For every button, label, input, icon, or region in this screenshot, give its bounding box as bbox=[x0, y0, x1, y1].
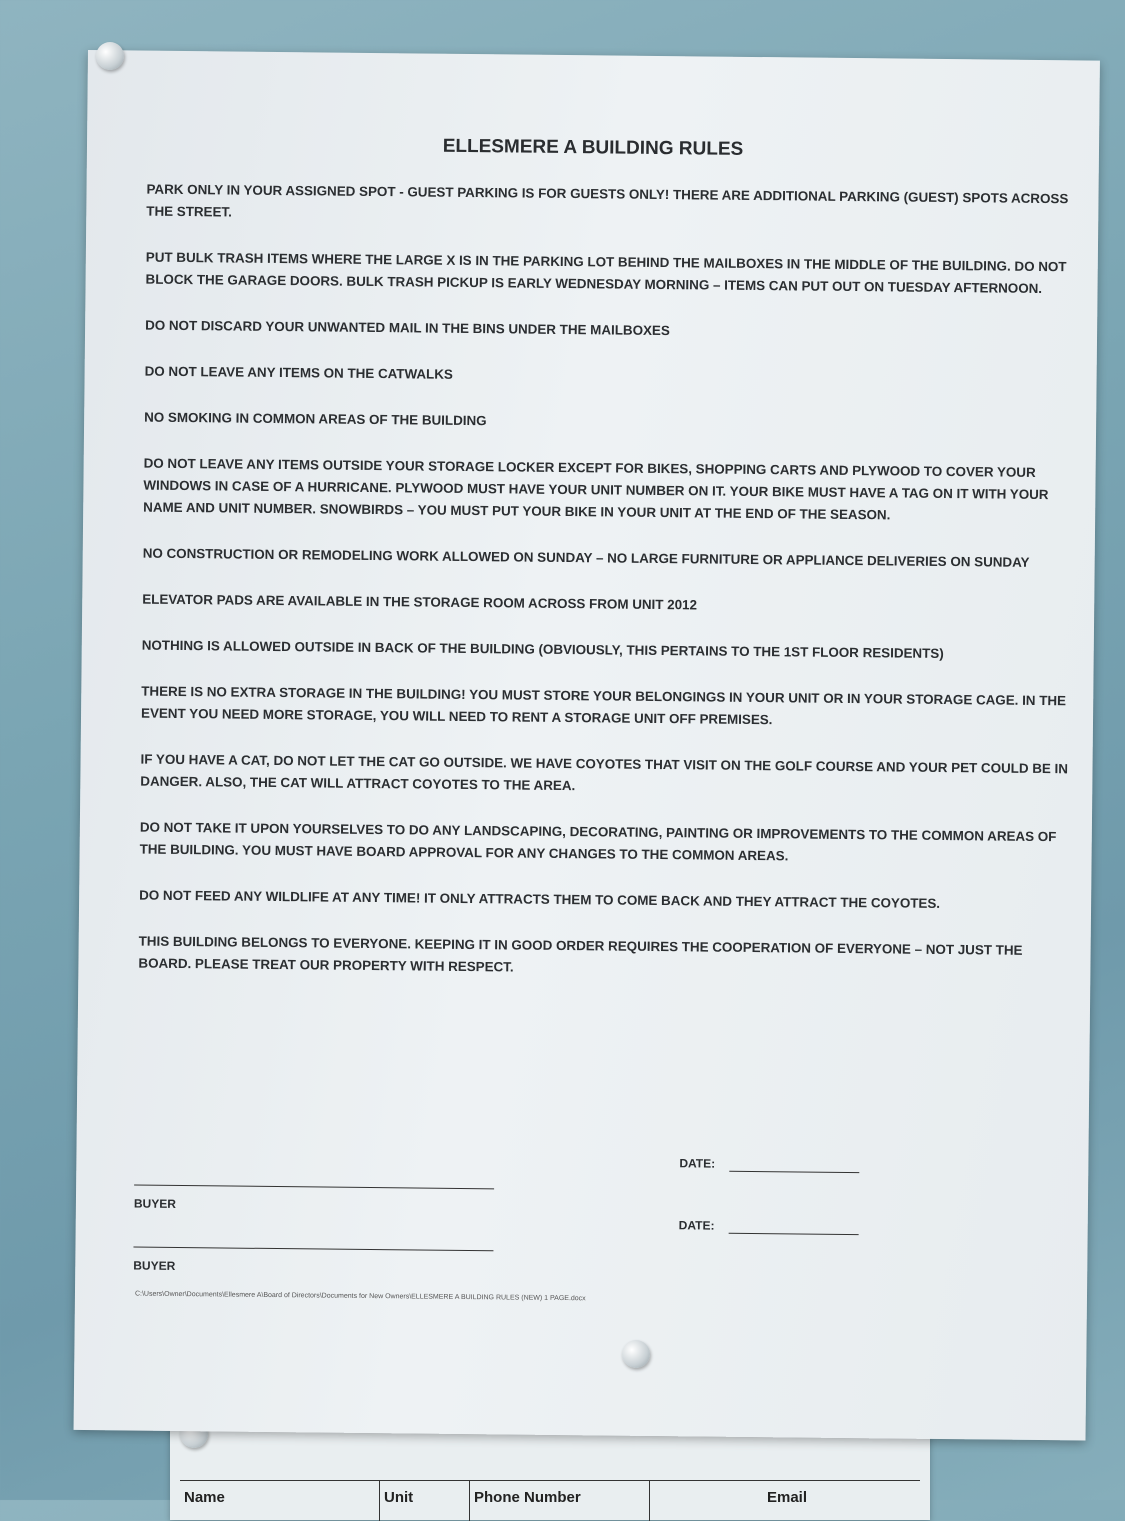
rule-item: NO SMOKING IN COMMON AREAS OF THE BUILDING bbox=[144, 409, 487, 429]
rule-item: IF YOU HAVE A CAT, DO NOT LET THE CAT GO OUTSIDE. WE HAVE COYOTES THAT VISIT ON THE GOLF COURSE AND YOUR PET COULD BE IN DANGER. ALSO, THE CAT WILL ATTRACT COYOTES TO THE AREA. bbox=[140, 751, 1069, 794]
rule-item: DO NOT TAKE IT UPON YOURSELVES TO DO ANY LANDSCAPING, DECORATING, PAINTING OR IMPROVEMENTS TO THE COMMON AREAS OF THE BUILDING. YOU MUST HAVE BOARD APPROVAL FOR ANY CHANGES TO THE COMMON AREAS. bbox=[139, 819, 1057, 864]
board-col-name: Name bbox=[180, 1481, 380, 1521]
page-title: ELLESMERE A BUILDING RULES bbox=[442, 135, 744, 160]
rule-item: DO NOT LEAVE ANY ITEMS ON THE CATWALKS bbox=[144, 363, 453, 382]
pushpin-icon bbox=[622, 1340, 650, 1368]
rules-list bbox=[138, 179, 1077, 1009]
rule-item: DO NOT LEAVE ANY ITEMS OUTSIDE YOUR STORAGE LOCKER EXCEPT FOR BIKES, SHOPPING CARTS AND PLYWOOD TO COVER YOUR WINDOWS IN CASE OF A HURRICANE. PLYWOOD MUST HAVE YOUR UNIT NUMBER ON IT. YOUR BIKE MUST HAVE A TAG ON IT WITH YOUR NAME AND UNIT NUMBER. SNOWBIRDS – YOU MUST PUT YOUR BIKE IN YOUR UNIT AT THE END OF THE SEASON. bbox=[143, 455, 1049, 523]
buyer-signature-line bbox=[134, 1185, 494, 1190]
date-line bbox=[729, 1171, 859, 1173]
date-label: DATE: bbox=[678, 1218, 715, 1233]
rule-item: PUT BULK TRASH ITEMS WHERE THE LARGE X IS IN THE PARKING LOT BEHIND THE MAILBOXES IN THE MIDDLE OF THE BUILDING. DO NOT BLOCK THE GARAGE DOORS. BULK TRASH PICKUP IS EARLY WEDNESDAY MORNING – ITEMS CAN PUT OUT ON TUESDAY AFTERNOON. bbox=[145, 249, 1067, 297]
date-line bbox=[729, 1233, 859, 1235]
rule-item: PARK ONLY IN YOUR ASSIGNED SPOT - GUEST PARKING IS FOR GUESTS ONLY! THERE ARE ADDITIONAL PARKING (GUEST) SPOTS ACROSS THE STREET. bbox=[146, 181, 1069, 220]
buyer-label: BUYER bbox=[133, 1258, 176, 1273]
buyer-label: BUYER bbox=[133, 1196, 177, 1211]
rule-item: THIS BUILDING BELONGS TO EVERYONE. KEEPING IT IN GOOD ORDER REQUIRES THE COOPERATION OF EVERYONE – NOT JUST THE BOARD. PLEASE TREAT OUR PROPERTY WITH RESPECT. bbox=[138, 933, 1023, 975]
pushpin-icon bbox=[96, 42, 124, 70]
date-label: DATE: bbox=[679, 1156, 716, 1171]
file-path-footer: C:\Users\Owner\Documents\Ellesmere A\Board of Directors\Documents for New Owners\ELLESMERE A BUILDING RULES (NEW) 1 PAGE.docx bbox=[134, 1290, 586, 1303]
rule-item: ELEVATOR PADS ARE AVAILABLE IN THE STORAGE ROOM ACROSS FROM UNIT 2012 bbox=[142, 591, 698, 613]
rule-item: DO NOT FEED ANY WILDLIFE AT ANY TIME! IT ONLY ATTRACTS THEM TO COME BACK AND THEY ATTRACT THE COYOTES. bbox=[139, 887, 941, 911]
building-rules-notice bbox=[74, 50, 1100, 1441]
rule-item: DO NOT DISCARD YOUR UNWANTED MAIL IN THE BINS UNDER THE MAILBOXES bbox=[145, 317, 670, 339]
buyer-signature-line bbox=[133, 1247, 493, 1252]
rule-item: THERE IS NO EXTRA STORAGE IN THE BUILDING! YOU MUST STORE YOUR BELONGINGS IN YOUR UNIT OR IN YOUR STORAGE CAGE. IN THE EVENT YOU NEED MORE STORAGE, YOU WILL NEED TO RENT A STORAGE UNIT OFF PREMISES. bbox=[140, 683, 1067, 728]
board-table-header bbox=[180, 1480, 920, 1521]
rule-item: NOTHING IS ALLOWED OUTSIDE IN BACK OF THE BUILDING (OBVIOUSLY, THIS PERTAINS TO THE 1ST FLOOR RESIDENTS) bbox=[141, 637, 944, 661]
board-col-email: Email bbox=[766, 1489, 808, 1506]
rule-item: NO CONSTRUCTION OR REMODELING WORK ALLOWED ON SUNDAY – NO LARGE FURNITURE OR APPLIANCE DELIVERIES ON SUNDAY bbox=[142, 545, 1030, 570]
signature-area bbox=[133, 1141, 1065, 1311]
board-col-unit: Unit bbox=[380, 1481, 470, 1521]
board-col-phone: Phone Number bbox=[470, 1481, 650, 1521]
